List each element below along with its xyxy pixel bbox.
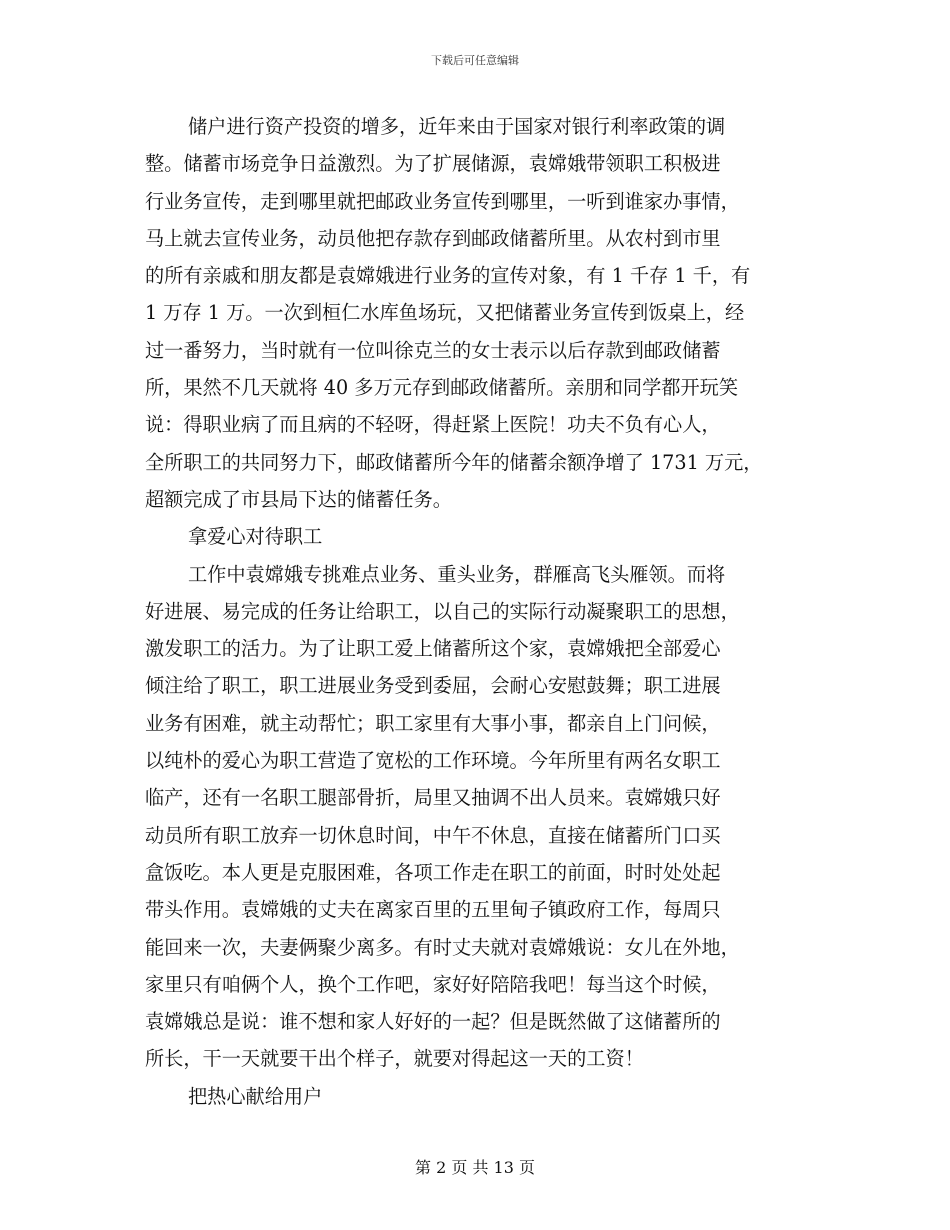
paragraph-line: 超额完成了市县局下达的储蓄任务。 xyxy=(145,487,452,511)
paragraph-line: 行业务宣传，走到哪里就把邮政业务宣传到哪里，一听到谁家办事情， xyxy=(145,189,740,213)
paragraph-line: 全所职工的共同努力下，邮政储蓄所今年的储蓄余额净增了 1731 万元， xyxy=(145,450,763,474)
paragraph-line: 以纯朴的爱心为职工营造了宽松的工作环境。今年所里有两名女职工 xyxy=(145,749,721,773)
paragraph-line: 倾注给了职工，职工进展业务受到委屈，会耐心安慰鼓舞；职工进展 xyxy=(145,674,721,698)
paragraph-line: 业务有困难，就主动帮忙；职工家里有大事小事，都亲自上门问候， xyxy=(145,711,721,735)
paragraph-line: 激发职工的活力。为了让职工爱上储蓄所这个家，袁嫦娥把全部爱心 xyxy=(145,637,721,661)
paragraph-line: 能回来一次，夫妻俩聚少离多。有时丈夫就对袁嫦娥说：女儿在外地， xyxy=(145,935,740,959)
section-heading: 拿爱心对待职工 xyxy=(188,525,323,549)
paragraph-line: 1 万存 1 万。一次到桓仁水库鱼场玩，又把储蓄业务宣传到饭桌上，经 xyxy=(145,301,745,325)
paragraph-line: 说：得职业病了而且病的不轻呀，得赶紧上医院！功夫不负有心人， xyxy=(145,413,721,437)
paragraph-line: 袁嫦娥总是说：谁不想和家人好好的一起？但是既然做了这储蓄所的 xyxy=(145,1010,721,1034)
paragraph-line: 动员所有职工放弃一切休息时间，中午不休息，直接在储蓄所门口买 xyxy=(145,823,721,847)
page-header: 下载后可任意编辑 xyxy=(431,54,519,67)
paragraph-line: 盒饭吃。本人更是克服困难，各项工作走在职工的前面，时时处处起 xyxy=(145,860,721,884)
paragraph-line: 整。储蓄市场竞争日益激烈。为了扩展储源，袁嫦娥带领职工积极进 xyxy=(145,152,721,176)
page-footer: 第 2 页 共 13 页 xyxy=(415,1158,535,1177)
paragraph-line: 所长，干一天就要干出个样子，就要对得起这一天的工资！ xyxy=(145,1047,644,1071)
paragraph-line: 的所有亲戚和朋友都是袁嫦娥进行业务的宣传对象，有 1 千存 1 千，有 xyxy=(145,264,751,288)
document-body xyxy=(145,108,825,1115)
paragraph-line: 工作中袁嫦娥专挑难点业务、重头业务，群雁高飞头雁领。而将 xyxy=(188,562,726,586)
paragraph-line: 带头作用。袁嫦娥的丈夫在离家百里的五里甸子镇政府工作，每周只 xyxy=(145,898,721,922)
section-heading: 把热心献给用户 xyxy=(188,1084,323,1108)
paragraph-line: 临产，还有一名职工腿部骨折，局里又抽调不出人员来。袁嫦娥只好 xyxy=(145,786,721,810)
paragraph-line: 过一番努力，当时就有一位叫徐克兰的女士表示以后存款到邮政储蓄 xyxy=(145,338,721,362)
paragraph-line: 储户进行资产投资的增多，近年来由于国家对银行利率政策的调 xyxy=(188,115,726,138)
paragraph-line: 所，果然不几天就将 40 多万元存到邮政储蓄所。亲朋和同学都开玩笑 xyxy=(145,376,739,400)
paragraph-line: 家里只有咱俩个人，换个工作吧，家好好陪陪我吧！每当这个时候， xyxy=(145,972,721,996)
paragraph-line: 好进展、易完成的任务让给职工，以自己的实际行动凝聚职工的思想， xyxy=(145,599,740,623)
paragraph-line: 马上就去宣传业务，动员他把存款存到邮政储蓄所里。从农村到市里 xyxy=(145,226,721,250)
